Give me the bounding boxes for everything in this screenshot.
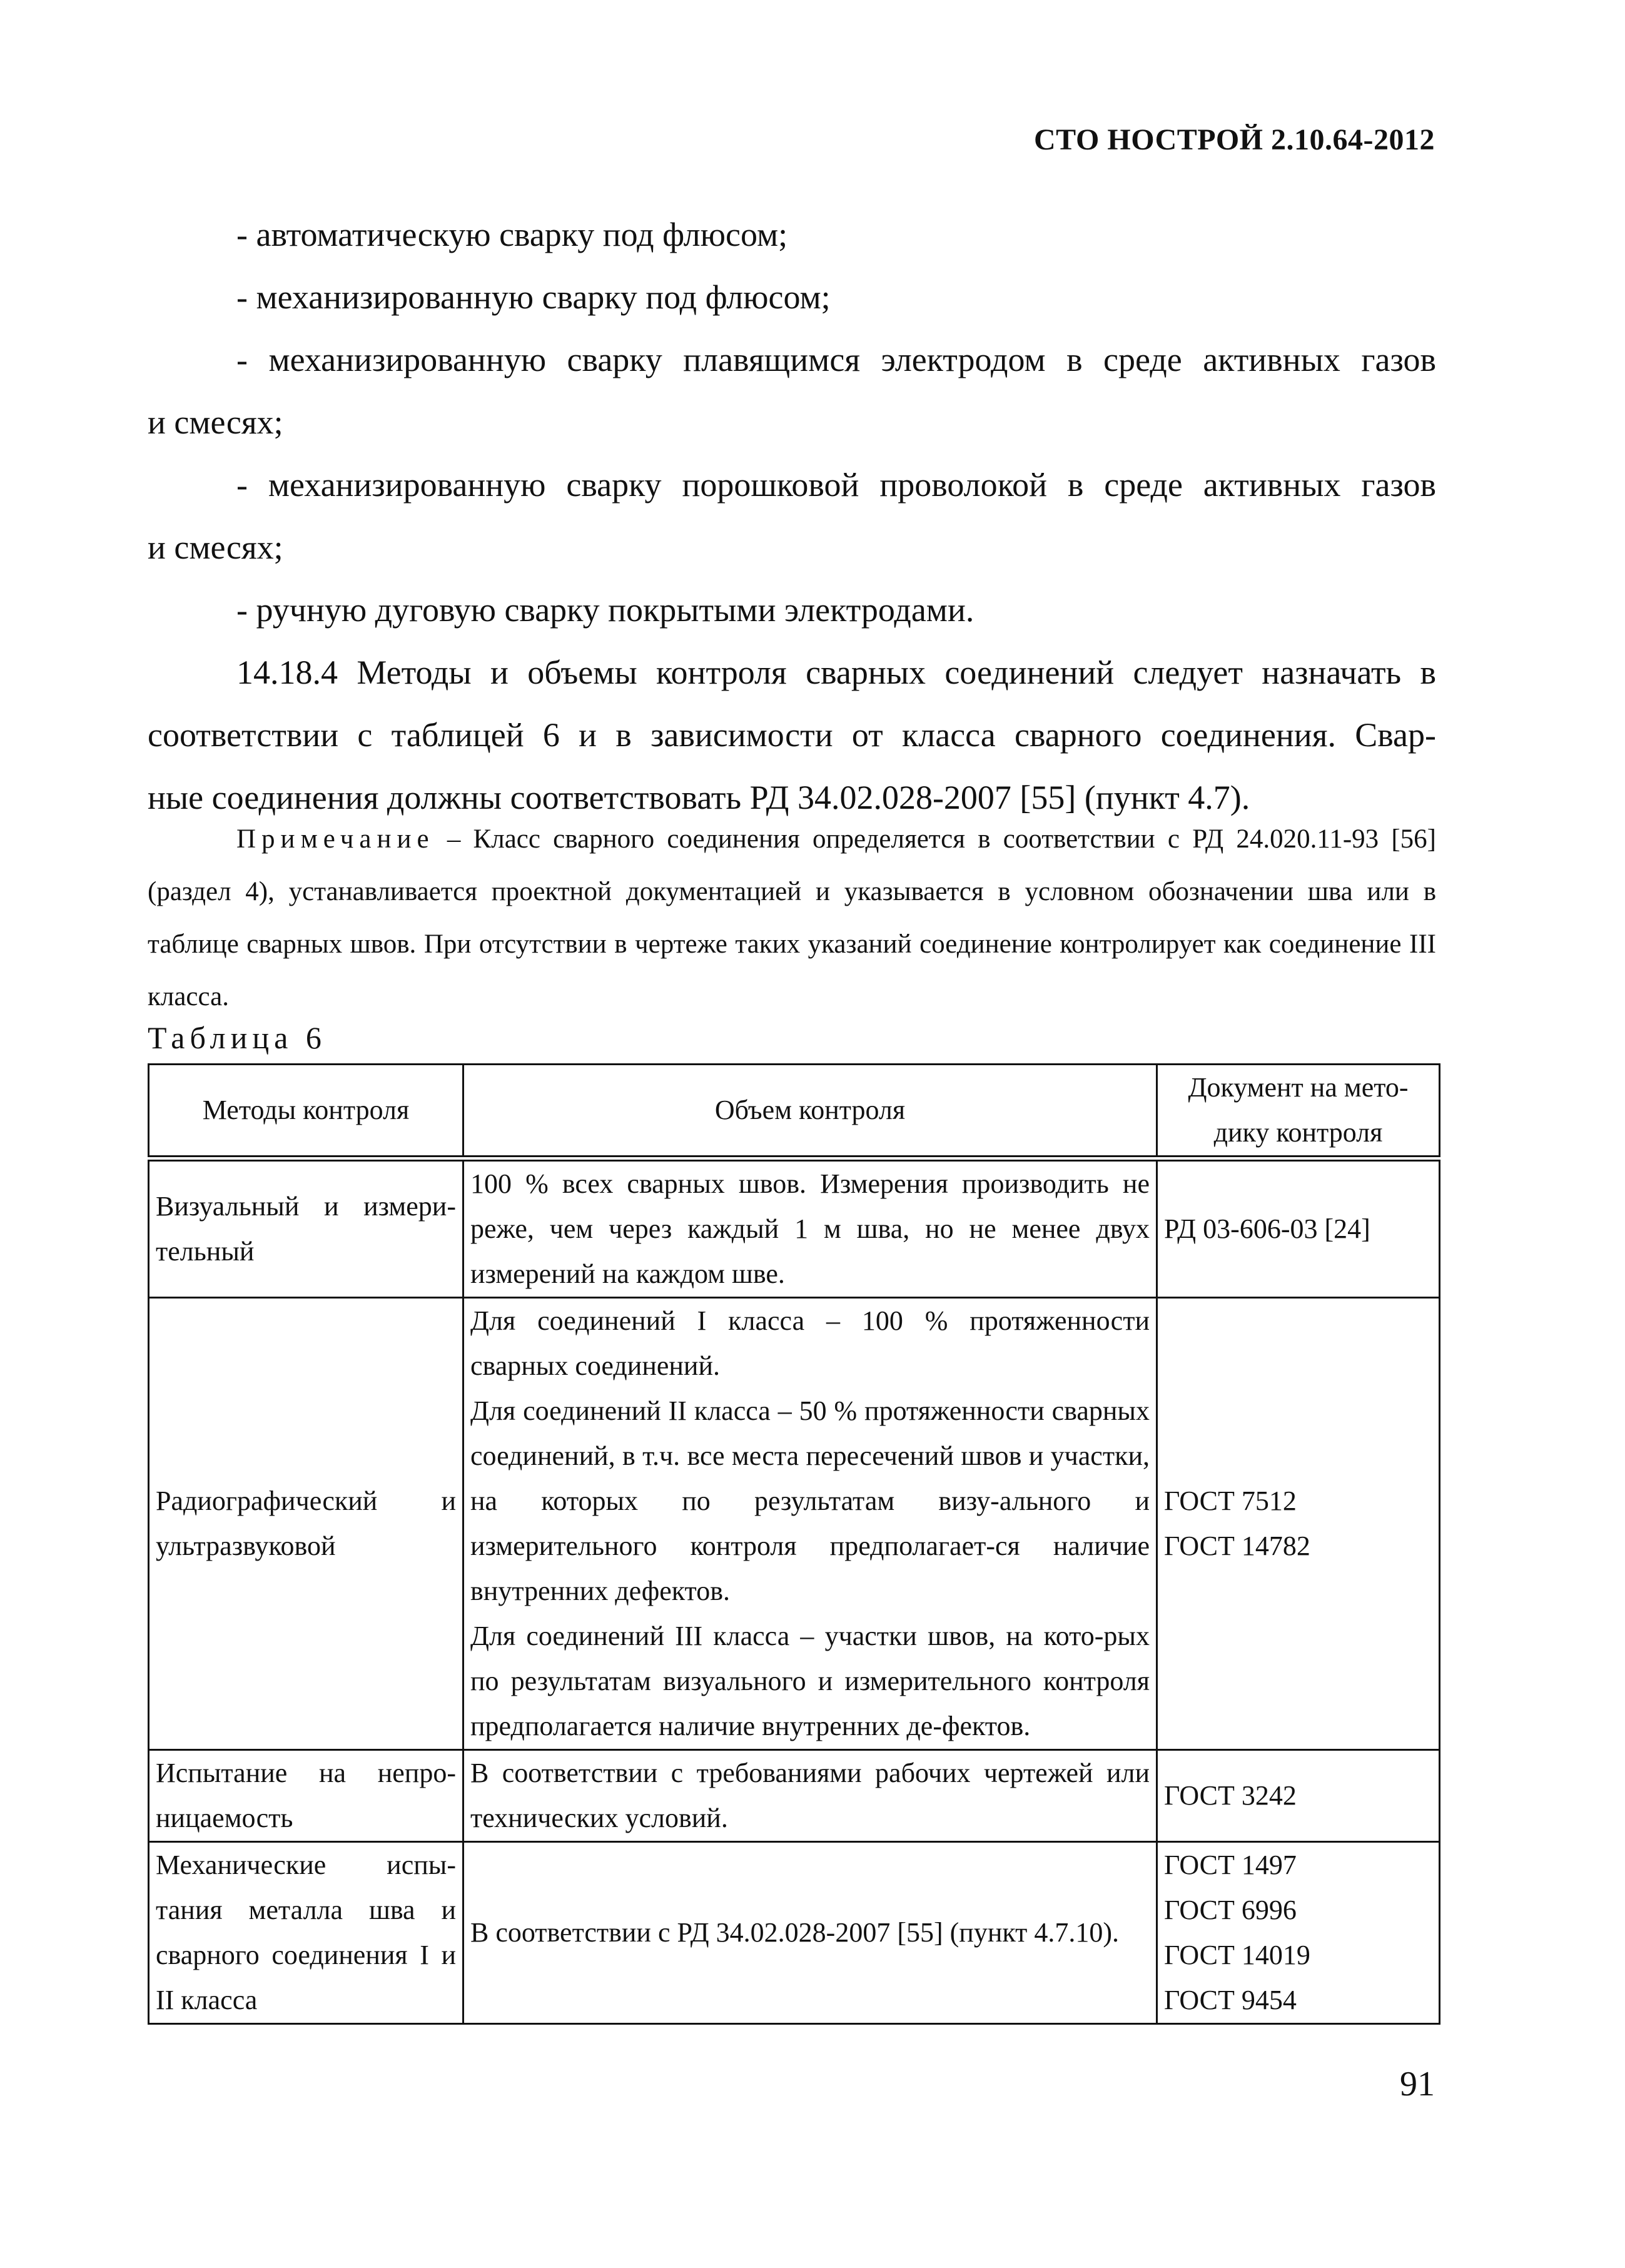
paragraph-line: 14.18.4 Методы и объемы контроля сварных соединений следует назначать в — [236, 654, 1436, 691]
paragraph-line: соответствии с таблицей 6 и в зависимости от класса сварного соединения. Свар- — [148, 716, 1436, 754]
header-document: Документ на мето-дику контроля — [1157, 1065, 1440, 1159]
cell-document: ГОСТ 3242 — [1157, 1750, 1440, 1842]
cell-volume: 100 % всех сварных швов. Измерения производить не реже, чем через каждый 1 м шва, но не менее двух измерений на каждом шве. — [463, 1158, 1157, 1298]
list-item: - механизированную сварку порошковой проволокой в среде активных газов — [236, 466, 1436, 504]
table-6 — [148, 1063, 1440, 2025]
list-item: - механизированную сварку под флюсом; — [236, 278, 831, 316]
table-row — [149, 1842, 1440, 2024]
list-item: - ручную дуговую сварку покрытыми электродами. — [236, 591, 974, 629]
header-methods: Методы контроля — [149, 1065, 463, 1159]
table-caption: Таблица 6 — [148, 1020, 327, 1055]
list-item-continuation: и смесях; — [148, 529, 283, 566]
cell-document: РД 03-606-03 [24] — [1157, 1158, 1440, 1298]
table-header-row — [149, 1065, 1440, 1159]
table-row — [149, 1750, 1440, 1842]
cell-volume: Для соединений I класса – 100 % протяженности сварных соединений. Для соединений II класса – 50 % протяженности сварных соединений, в т.ч. все места пересечений швов и участки, на которых по результатам визу-ального и измерительного контроля предполагает-ся наличие внутренних дефектов. Для соединений III класса – участки швов, на кото-рых по результатам визуального и измерительного контроля предполагается наличие внутренних де-фектов. — [463, 1298, 1157, 1750]
cell-document: ГОСТ 1497 ГОСТ 6996 ГОСТ 14019 ГОСТ 9454 — [1157, 1842, 1440, 2024]
list-item: - механизированную сварку плавящимся электродом в среде активных газов — [236, 341, 1436, 378]
page-number: 91 — [1400, 2065, 1435, 2103]
cell-document: ГОСТ 7512 ГОСТ 14782 — [1157, 1298, 1440, 1750]
cell-method: Механические испы-тания металла шва и сварного соединения I и II класса — [149, 1842, 463, 2024]
list-item: - автоматическую сварку под флюсом; — [236, 216, 788, 253]
cell-volume: В соответствии с требованиями рабочих чертежей или технических условий. — [463, 1750, 1157, 1842]
cell-volume: В соответствии с РД 34.02.028-2007 [55] (пункт 4.7.10). — [463, 1842, 1157, 2024]
cell-method: Испытание на непро-ницаемость — [149, 1750, 463, 1842]
table-row — [149, 1298, 1440, 1750]
note — [148, 813, 1436, 1023]
table-row — [149, 1158, 1440, 1298]
body-text — [148, 203, 1436, 829]
header-volume: Объем контроля — [463, 1065, 1157, 1159]
page-header: СТО НОСТРОЙ 2.10.64-2012 — [1033, 123, 1435, 156]
cell-method: Визуальный и измери-тельный — [149, 1158, 463, 1298]
cell-method: Радиографический и ультразвуковой — [149, 1298, 463, 1750]
list-item-continuation: и смесях; — [148, 403, 283, 441]
paragraph-line: ные соединения должны соответствовать РД 34.02.028-2007 [55] (пункт 4.7). — [148, 779, 1250, 816]
note-text: – Класс сварного соединения определяется в соответствии с РД 24.020.11-93 [56] (раздел 4), устанавливается проектной документацией и указывается в условном обозначении шва или в таблице сварных швов. При отсутствии в чертеже таких указаний соединение контролирует как соединение III класса. — [148, 824, 1436, 1011]
note-label: Примечание — [236, 824, 435, 854]
